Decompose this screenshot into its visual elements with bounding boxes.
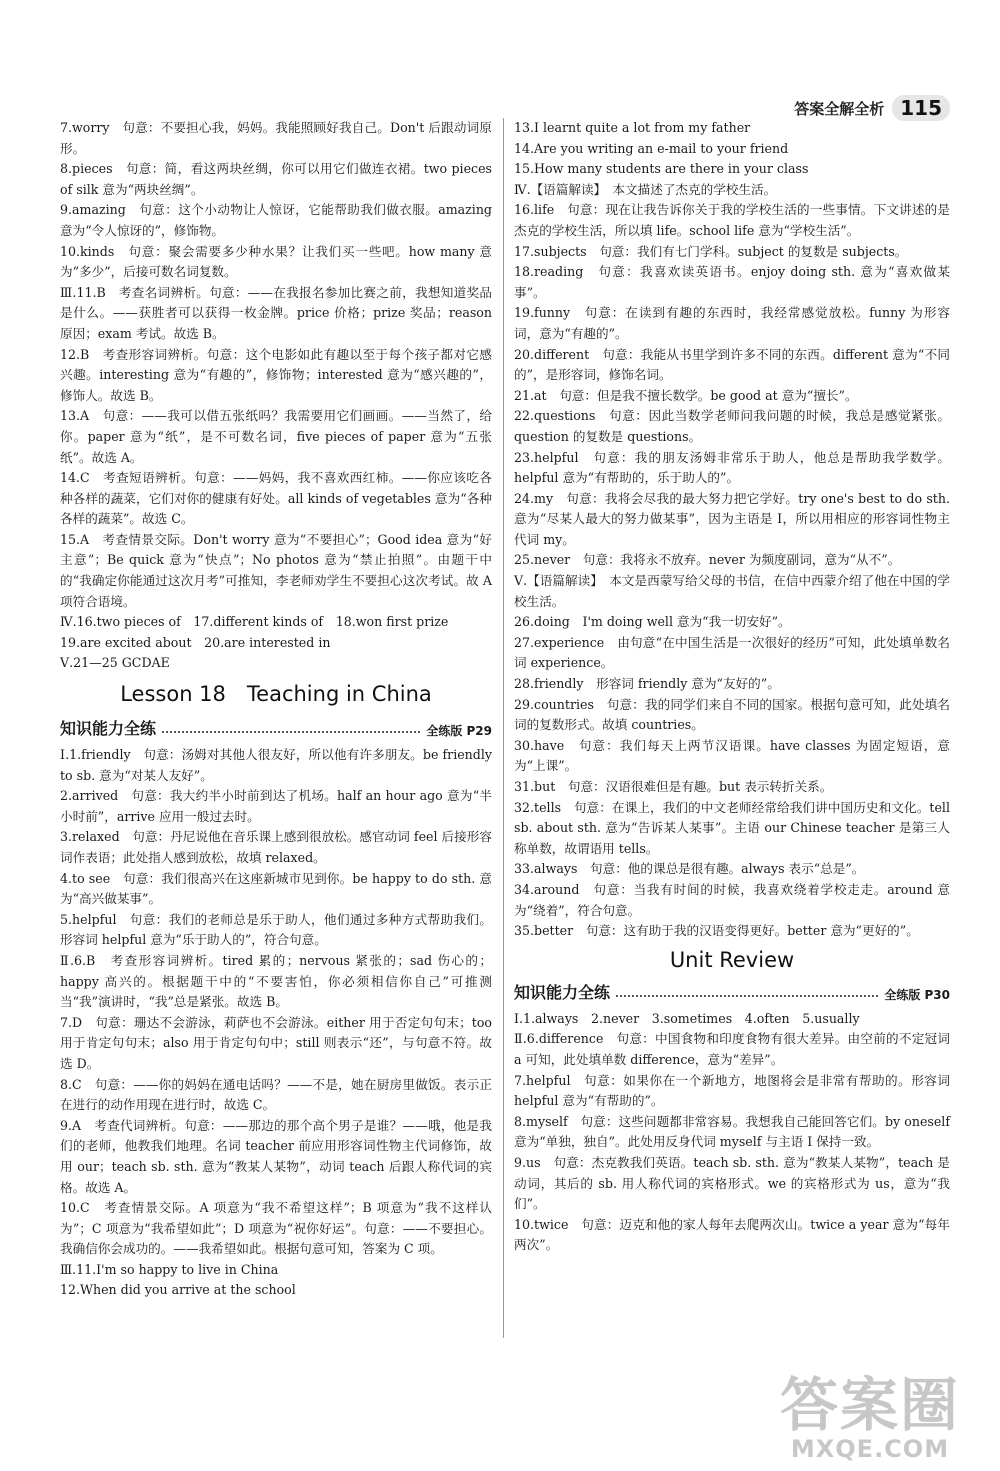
- answer-entry: 14.Are you writing an e-mail to your friend: [514, 140, 789, 156]
- unit-title: Unit Review: [669, 947, 795, 972]
- unit-section-bar: [514, 980, 950, 1003]
- answer-entry: Ⅴ.【语篇解读】 本文是西蒙写给父母的书信，在信中西蒙介绍了他在中国的学校生活。: [514, 573, 950, 609]
- answer-entry: 15.How many students are there in your class: [514, 161, 809, 177]
- answer-entry: 24.my 句意：我将会尽我的最大努力把它学好。try one's best to do sth. 意为“尽某人最大的努力做某事”，因为主语是 I，所以用相应的形容词性物主代词 my。: [514, 490, 950, 547]
- answer-entry: 8.C 句意：——你的妈妈在通电话吗？——不是，她在厨房里做饭。表示正在进行的动作用现在进行时，故选 C。: [60, 1076, 492, 1113]
- answer-entry: 23.helpful 句意：我的朋友汤姆非常乐于助人，他总是帮助我学数学。helpful 意为“有帮助的，乐于助人的”。: [514, 449, 950, 486]
- answer-entry: Ⅴ.21—25 GCDAE: [60, 655, 170, 671]
- answer-entry: 18.reading 句意：我喜欢读英语书。enjoy doing sth. 意为“喜欢做某事”。: [514, 264, 950, 300]
- watermark-site: MXQE.COM: [790, 1435, 950, 1463]
- answer-entry: 35.better 句意：这有助于我的汉语变得更好。better 意为“更好的”。: [514, 923, 919, 939]
- lesson-title: Lesson 18 Teaching in China: [120, 682, 432, 707]
- dotted-leader: [162, 731, 420, 733]
- answer-entry: 28.friendly 形容词 friendly 意为“友好的”。: [514, 676, 780, 692]
- answer-entry: 27.experience 由句意“在中国生活是一次很好的经历”可知，此处填单数名词 experience。: [514, 634, 950, 671]
- left-column: [60, 118, 492, 1301]
- answer-entry: Ⅰ.1.always 2.never 3.sometimes 4.often 5.usually: [514, 1010, 860, 1026]
- answer-entry: 16.life 句意：现在让我告诉你关于我的学校生活的一些事情。下文讲述的是杰克的学校生活，所以填 life。school life 意为“学校生活”。: [514, 202, 950, 238]
- section-heading: 知识能力全练: [514, 982, 611, 1002]
- answer-entry: Ⅰ.1.friendly 句意：汤姆对其他人很友好，所以他有许多朋友。be friendly to sb. 意为“对某人友好”。: [60, 747, 492, 783]
- answer-entry: 25.never 句意：我将永不放弃。never 为频度副词，意为“从不”。: [514, 552, 901, 568]
- lesson-section-bar: [60, 716, 492, 739]
- answer-entry: 8.myself 句意：这些问题都非常容易。我想我自己能回答它们。by oneself 意为“单独，独自”。此处用反身代词 myself 与主语 I 保持一致。: [514, 1113, 950, 1150]
- answer-entry: 5.helpful 句意：我们的老师总是乐于助人，他们通过多种方式帮助我们。形容词 helpful 意为“乐于助人的”，符合句意。: [60, 911, 492, 948]
- section-reference: 全练版 P30: [884, 987, 950, 1002]
- answer-entry: 29.countries 句意：我的同学们来自不同的国家。根据句意可知，此处填名词的复数形式。故填 countries。: [514, 696, 950, 733]
- answer-entry: 7.D 句意：珊达不会游泳，莉萨也不会游泳。either 用于否定句句末；too 用于肯定句句末；also 用于肯定句句中；still 则表示“还”，与句意不符。故选 D。: [60, 1014, 492, 1071]
- dotted-leader: [616, 995, 878, 997]
- section-heading: 知识能力全练: [60, 719, 157, 739]
- answer-entry: 10.C 考查情景交际。A 项意为“我不希望这样”；B 项意为“我不这样认为”；C 项意为“我希望如此”；D 项意为“祝你好运”。句意：——不要担心。我确信你会成功的。——我希望如此。根据句意可知，答案为 C 项。: [60, 1200, 492, 1257]
- answer-entry: 9.A 考查代词辨析。句意：——那边的那个高个男子是谁？——哦，他是我们的老师，他教我们地理。名词 teacher 前应用形容词性物主代词修饰，故用 our；teach sb. sth. 意为“教某人某物”，动词 teach 后跟人称代词的宾格。故选 A。: [60, 1117, 492, 1195]
- answer-entry: 26.doing I'm doing well 意为“我一切安好”。: [514, 614, 791, 630]
- answer-entry: Ⅲ.11.I'm so happy to live in China: [60, 1261, 279, 1277]
- answer-entry: 34.around 句意：当我有时间的时候，我喜欢绕着学校走走。around 意为“绕着”，符合句意。: [514, 881, 950, 918]
- answer-entry: 19.funny 句意：在读到有趣的东西时，我经常感觉放松。funny 为形容词，意为“有趣的”。: [514, 305, 950, 341]
- answer-entry: 10.twice 句意：迈克和他的家人每年去爬两次山。twice a year 意为“每年两次”。: [514, 1216, 950, 1253]
- answer-entry: Ⅱ.6.B 考查形容词辨析。tired 累的；nervous 紧张的；sad 伤心的；happy 高兴的。根据题干中的“不要害怕，你必须相信你自己”可推测当“我”演讲时，“我”总是紧张。故选 B。: [60, 952, 492, 1010]
- answer-entry: 33.always 句意：他的课总是很有趣。always 表示“总是”。: [514, 861, 865, 877]
- answer-entry: 4.to see 句意：我们很高兴在这座新城市见到你。be happy to do sth. 意为“高兴做某事”。: [60, 870, 492, 907]
- answer-entry: 7.helpful 句意：如果你在一个新地方，地图将会是非常有帮助的。形容词 helpful 意为“有帮助的”。: [514, 1072, 950, 1109]
- answer-entry: 32.tells 句意：在课上，我们的中文老师经常给我们讲中国历史和文化。tell sb. about sth. 意为“告诉某人某事”。主语 our Chinese teacher 是第三人称单数，故谓语用 tells。: [514, 799, 950, 856]
- answer-entry: 22.questions 句意：因此当数学老师问我问题的时候，我总是感觉紧张。question 的复数是 questions。: [514, 408, 950, 444]
- answer-entry: 8.pieces 句意：简，看这两块丝绸，你可以用它们做连衣裙。two pieces of silk 意为“两块丝绸”。: [60, 161, 492, 197]
- answer-entry: Ⅳ.【语篇解读】 本文描述了杰克的学校生活。: [514, 181, 777, 197]
- answer-entry: Ⅲ.11.B 考查名词辨析。句意：——在我报名参加比赛之前，我想知道奖品是什么。——获胜者可以获得一枚金牌。price 价格；prize 奖品；reason 原因；exam 考试。故选 B。: [60, 284, 492, 341]
- answer-entry: 13.A 句意：——我可以借五张纸吗？我需要用它们画画。——当然了，给你。paper 意为“纸”，是不可数名词，five pieces of paper 意为“五张纸”。故选 A。: [60, 408, 492, 465]
- column-divider: [503, 118, 504, 1338]
- answer-entry: 9.us 句意：杰克教我们英语。teach sb. sth. 意为“教某人某物”，teach 是动词，其后的 sb. 用人称代词的宾格形式。we 的宾格形式为 us，意为“我们”。: [514, 1154, 950, 1212]
- answer-entry: 19.are excited about 20.are interested in: [60, 634, 331, 650]
- answer-entry: 3.relaxed 句意：丹尼说他在音乐课上感到很放松。感官动词 feel 后接形容词作表语；此处指人感到放松，故填 relaxed。: [60, 829, 492, 865]
- header-title: 答案全解全析: [794, 99, 885, 118]
- watermark: [779, 1371, 960, 1463]
- page-number: 115: [892, 95, 950, 121]
- answer-entry: 12.When did you arrive at the school: [60, 1282, 296, 1298]
- answer-entry: 7.worry 句意：不要担心我，妈妈。我能照顾好我自己。Don't 后跟动词原形。: [60, 120, 492, 156]
- watermark-logo: 答案圈: [779, 1371, 960, 1439]
- answer-entry: 15.A 考查情景交际。Don't worry 意为“不要担心”；Good idea 意为“好主意”；Be quick 意为“快点”；No photos 意为“禁止拍照”。由题干中的“我确定你能通过这次月考”可推知，李老师劝学生不要担心这次考试。故 A 项符合语境。: [60, 531, 492, 609]
- answer-entry: 13.I learnt quite a lot from my father: [514, 120, 751, 135]
- answer-entry: 30.have 句意：我们每天上两节汉语课。have classes 为固定短语，意为“上课”。: [514, 737, 950, 774]
- left-answer-list-bottom: [60, 745, 492, 1301]
- answer-entry: 12.B 考查形容词辨析。句意：这个电影如此有趣以至于每个孩子都对它感兴趣。interesting 意为“有趣的”，修饰物；interested 意为“感兴趣的”，修饰人。故选 B。: [60, 346, 492, 403]
- left-answer-list-top: [60, 118, 492, 674]
- right-column: [514, 118, 950, 1256]
- right-answer-list-top: [514, 118, 950, 942]
- answer-entry: 14.C 考查短语辨析。句意：——妈妈，我不喜欢西红柿。——你应该吃各种各样的蔬菜，它们对你的健康有好处。all kinds of vegetables 意为“各种各样的蔬菜”。故选 C。: [60, 470, 492, 527]
- answer-entry: 10.kinds 句意：聚会需要多少种水果？让我们买一些吧。how many 意为“多少”，后接可数名词复数。: [60, 243, 492, 280]
- right-answer-list-bottom: [514, 1009, 950, 1256]
- answer-entry: 21.at 句意：但是我不擅长数学。be good at 意为“擅长”。: [514, 387, 858, 403]
- answer-entry: Ⅱ.6.difference 句意：中国食物和印度食物有很大差异。由空前的不定冠词 a 可知，此处填单数 difference，意为“差异”。: [514, 1031, 950, 1067]
- answer-entry: 20.different 句意：我能从书里学到许多不同的东西。different 意为“不同的”，是形容词，修饰名词。: [514, 346, 950, 383]
- answer-entry: 2.arrived 句意：我大约半小时前到达了机场。half an hour ago 意为“半小时前”，arrive 应用一般过去时。: [60, 788, 492, 824]
- section-reference: 全练版 P29: [426, 724, 492, 739]
- answer-entry: Ⅳ.16.two pieces of 17.different kinds of 18.won first prize: [60, 614, 449, 630]
- answer-entry: 31.but 句意：汉语很难但是有趣。but 表示转折关系。: [514, 779, 833, 794]
- answer-entry: 9.amazing 句意：这个小动物让人惊讶，它能帮助我们做衣服。amazing 意为“令人惊讶的”，修饰物。: [60, 202, 492, 238]
- answer-entry: 17.subjects 句意：我们有七门学科。subject 的复数是 subjects。: [514, 243, 908, 259]
